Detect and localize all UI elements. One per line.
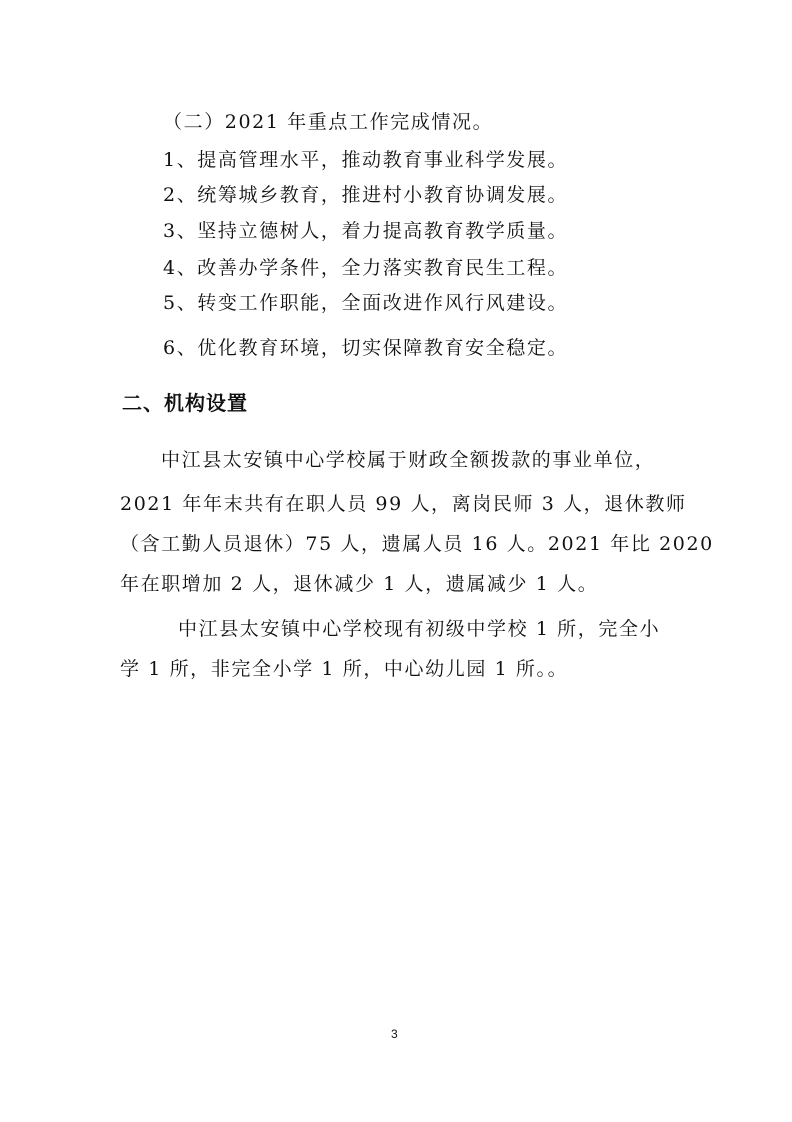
section-heading-org: 二、机构设置: [122, 391, 248, 415]
work-item-2: 2、统筹城乡教育，推进村小教育协调发展。: [163, 184, 569, 206]
work-item-3: 3、坚持立德树人，着力提高教育教学质量。: [163, 220, 569, 242]
work-completion-subtitle: （二）2021 年重点工作完成情况。: [163, 111, 494, 133]
work-item-6: 6、优化教育环境，切实保障教育安全稳定。: [163, 337, 569, 359]
org-paragraph-1-line-2: 2021 年年末共有在职人员 99 人，离岗民师 3 人，退休教师: [120, 493, 687, 515]
page-number: 3: [391, 1027, 398, 1041]
work-item-1: 1、提高管理水平，推动教育事业科学发展。: [163, 149, 569, 171]
org-paragraph-2-line-2: 学 1 所，非完全小学 1 所，中心幼儿园 1 所。。: [120, 658, 569, 680]
org-paragraph-1-line-3: （含工勤人员退休）75 人，遗属人员 16 人。2021 年比 2020: [120, 533, 714, 555]
work-item-4: 4、改善办学条件，全力落实教育民生工程。: [163, 257, 569, 279]
work-item-5: 5、转变工作职能，全面改进作风行风建设。: [163, 292, 569, 314]
org-paragraph-2-line-1: 中江县太安镇中心学校现有初级中学校 1 所，完全小: [178, 618, 661, 640]
org-paragraph-1-line-4: 年在职增加 2 人，退休减少 1 人，遗属减少 1 人。: [120, 573, 599, 595]
org-paragraph-1-line-1: 中江县太安镇中心学校属于财政全额拨款的事业单位，: [161, 449, 656, 471]
